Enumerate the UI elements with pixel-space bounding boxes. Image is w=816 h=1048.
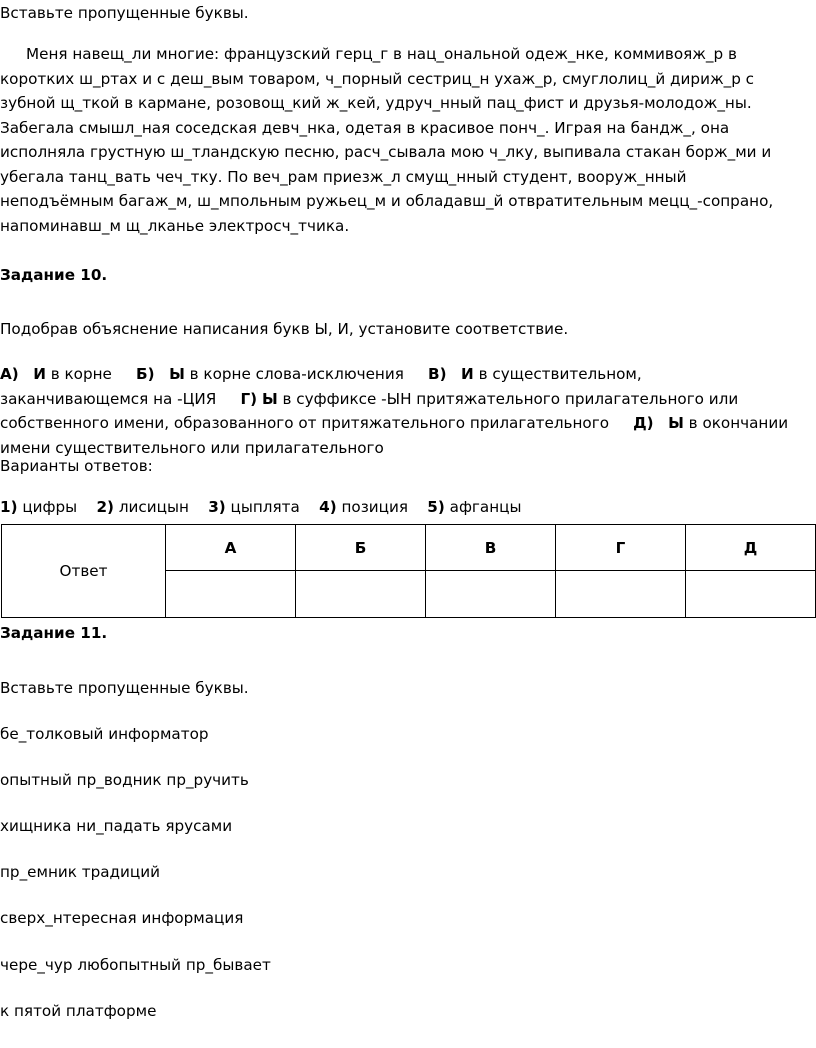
option-1: 1) цифры: [0, 498, 78, 516]
option-2: 2) лисицын: [96, 498, 189, 516]
rule-d: Д) Ы в окончании имени существительного или прилагательного: [0, 414, 789, 457]
answer-cell-v[interactable]: [426, 571, 556, 618]
rule-b: Б) Ы в корне слова-исключения: [136, 365, 404, 383]
task10-rules: [0, 362, 790, 460]
task11-item: сверх_нтересная информация: [0, 909, 244, 927]
task11-item: чере_чур любопытный пр_бывает: [0, 956, 271, 974]
option-3: 3) цыплята: [208, 498, 300, 516]
task11-item: пр_емник традиций: [0, 863, 161, 881]
answer-row-label: Ответ: [2, 525, 166, 618]
rule-v: В) И в существительном, заканчивающемся на -ЦИЯ: [0, 365, 642, 408]
task11-heading: Задание 11.: [0, 624, 108, 642]
answer-cell-b[interactable]: [296, 571, 426, 618]
option-5: 5) афганцы: [427, 498, 522, 516]
variants-label: Варианты ответов:: [0, 457, 153, 475]
answer-cell-d[interactable]: [686, 571, 816, 618]
answer-options: [0, 497, 521, 517]
rule-g: Г) Ы в суффиксе -ЫН притяжательного прилагательного или собственного имени, образованного от притяжательного прилагательного: [0, 389, 739, 432]
task11-instruction: Вставьте пропущенные буквы.: [0, 679, 249, 697]
task9-text: Меня навещ_ли многие: французский герц_г в нац_ональной одеж_нке, коммивояж_р в коротких ш_ртах и с деш_вым товаром, ч_порный сестриц_н ухаж_р, смуглолиц_й дириж_р с зубной щ_ткой в кармане, розовощ_кий ж_кей, удруч_нный пац_фист и друзья-молодож_ны. Забегала смышл_ная соседская девч_нка, одетая в красивое понч_. Играя на бандж_, она исполняла грустную ш_тландскую песню, расч_сывала мою ч_лку, выпивала стакан борж_ми и убегала танц_вать чеч_тку. По веч_рам приезж_л смущ_нный студент, вооруж_нный неподъёмным багаж_м, ш_мпольным ружьец_м и обладавш_й отвратительным мецц_-сопрано, напоминавш_м щ_лканье электросч_тчика.: [0, 45, 774, 235]
task11-item: опытный пр_водник пр_ручить: [0, 771, 249, 789]
column-header-d: Д: [686, 525, 816, 571]
task11-item: к пятой платформе: [0, 1002, 157, 1020]
column-header-b: Б: [296, 525, 426, 571]
task10-instruction: Подобрав объяснение написания букв Ы, И, установите соответствие.: [0, 320, 569, 338]
task11-item: хищника ни_падать ярусами: [0, 817, 233, 835]
answer-cell-g[interactable]: [556, 571, 686, 618]
task11-item: бе_толковый информатор: [0, 725, 209, 743]
answer-table: [1, 524, 816, 618]
column-header-a: А: [166, 525, 296, 571]
column-header-v: В: [426, 525, 556, 571]
rule-a: А) И в корне: [0, 365, 112, 383]
option-4: 4) позиция: [319, 498, 408, 516]
column-header-g: Г: [556, 525, 686, 571]
task9-instruction: Вставьте пропущенные буквы.: [0, 4, 249, 22]
task10-heading: Задание 10.: [0, 266, 108, 284]
answer-cell-a[interactable]: [166, 571, 296, 618]
